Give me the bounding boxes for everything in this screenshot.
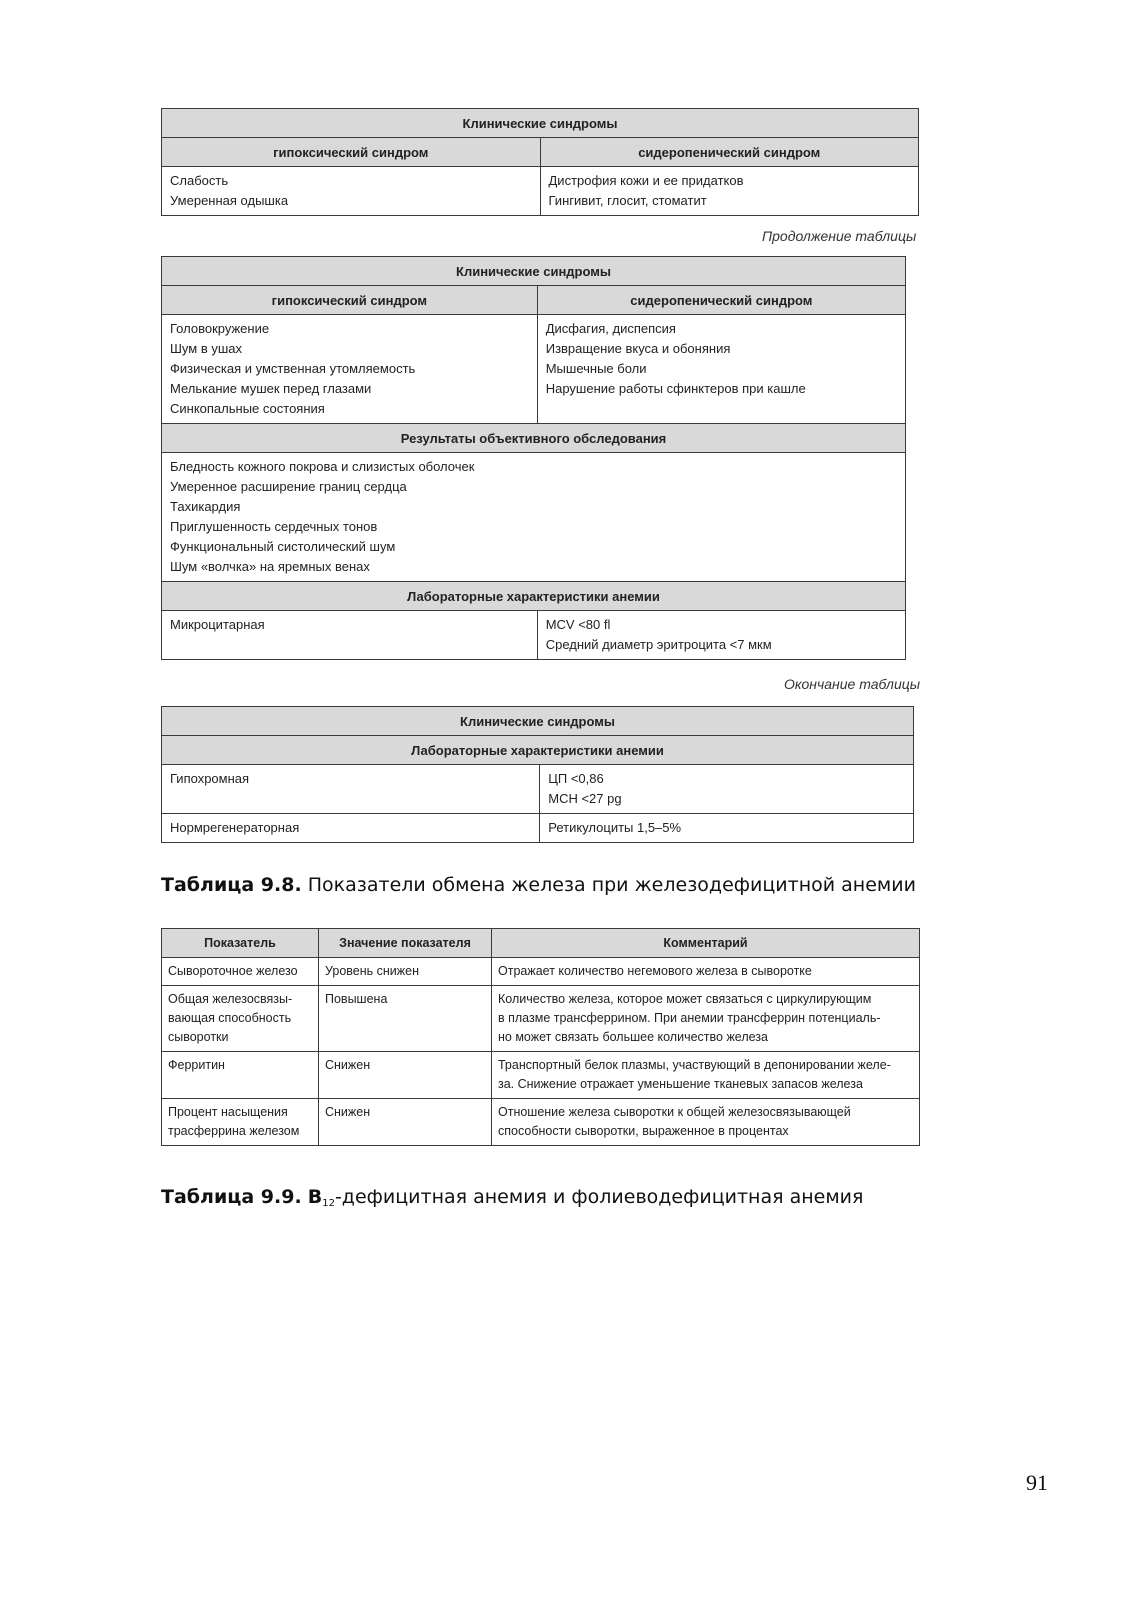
table-row <box>162 986 920 1052</box>
exam-line: Шум «волчка» на яремных венах <box>170 559 370 574</box>
symptom-line: Головокружение <box>170 321 270 336</box>
table-title: Клинические синдромы <box>162 707 914 736</box>
column-header-indicator: Показатель <box>162 929 319 958</box>
column-header-sideropenic: сидеропенический синдром <box>537 286 905 315</box>
comment-line: Количество железа, которое может связаться с циркулирующим <box>498 992 872 1006</box>
column-header-hypoxic: гипоксический синдром <box>162 286 538 315</box>
caption-text: Показатели обмена железа при железодефицитной анемии <box>307 874 916 896</box>
indicator-cell <box>162 1052 319 1099</box>
anemia-type: Нормрегенераторная <box>170 820 300 835</box>
exam-results-cell <box>162 453 906 582</box>
table-row <box>162 1052 920 1099</box>
page-number: 91 <box>1026 1470 1048 1495</box>
lab-value: MCH <27 pg <box>548 791 622 806</box>
hypoxic-symptoms-cell <box>162 315 538 424</box>
clinical-syndromes-table-part1 <box>161 108 919 216</box>
lab-value: Ретикулоциты 1,5–5% <box>548 820 682 835</box>
anemia-type: Микроцитарная <box>170 617 265 632</box>
symptom-line: Умеренная одышка <box>170 193 289 208</box>
sideropenic-symptoms-cell <box>537 315 905 424</box>
column-header-value: Значение показателя <box>319 929 492 958</box>
indicator-line: Ферритин <box>168 1058 225 1072</box>
indicator-line: Общая железосвязы- <box>168 992 293 1006</box>
table-row <box>162 1099 920 1146</box>
table-row <box>162 958 920 986</box>
lab-value: ЦП <0,86 <box>548 771 604 786</box>
hypoxic-symptoms-cell <box>162 167 541 216</box>
indicator-line: сыворотки <box>168 1030 229 1044</box>
vitamin-b-letter: В <box>307 1186 323 1208</box>
exam-line: Умеренное расширение границ сердца <box>170 479 407 494</box>
anemia-type: Гипохромная <box>170 771 250 786</box>
lab-value: MCV <80 fl <box>545 617 611 632</box>
symptom-line: Слабость <box>170 173 229 188</box>
comment-cell <box>492 1099 920 1146</box>
continuation-label: Продолжение таблицы <box>762 228 917 244</box>
symptom-line: Синкопальные состояния <box>170 401 325 416</box>
value-cell: Снижен <box>319 1099 492 1146</box>
iron-metabolism-table <box>161 928 920 1146</box>
exam-line: Приглушенность сердечных тонов <box>170 519 378 534</box>
lab-characteristics-header: Лабораторные характеристики анемии <box>162 582 906 611</box>
symptom-line: Мышечные боли <box>545 361 647 376</box>
caption-label: Таблица 9.9. <box>161 1186 302 1208</box>
indicator-line: Сывороточное железо <box>168 964 298 978</box>
indicator-line: вающая способность <box>168 1011 292 1025</box>
comment-cell <box>492 958 920 986</box>
clinical-syndromes-table-part2 <box>161 256 906 660</box>
column-header-hypoxic: гипоксический синдром <box>162 138 541 167</box>
indicator-cell <box>162 986 319 1052</box>
comment-line: но может связать большее количество железа <box>498 1030 768 1044</box>
symptom-line: Физическая и умственная утомляемость <box>170 361 416 376</box>
caption-label: Таблица 9.8. <box>161 874 302 896</box>
exam-line: Функциональный систолический шум <box>170 539 396 554</box>
value-cell: Снижен <box>319 1052 492 1099</box>
anemia-values-cell <box>540 765 914 814</box>
clinical-syndromes-table-part3 <box>161 706 914 843</box>
symptom-line: Извращение вкуса и обоняния <box>545 341 731 356</box>
exam-results-header: Результаты объективного обследования <box>162 424 906 453</box>
indicator-cell <box>162 1099 319 1146</box>
lab-value: Средний диаметр эритроцита <7 мкм <box>545 637 772 652</box>
column-header-sideropenic: сидеропенический синдром <box>540 138 919 167</box>
table-9-9-caption <box>161 1186 863 1209</box>
value-cell: Повышена <box>319 986 492 1052</box>
exam-line: Бледность кожного покрова и слизистых оболочек <box>170 459 475 474</box>
symptom-line: Нарушение работы сфинктеров при кашле <box>545 381 806 396</box>
comment-line: Отношение железа сыворотки к общей железосвязывающей <box>498 1105 851 1119</box>
comment-line: Транспортный белок плазмы, участвующий в депонировании желе- <box>498 1058 891 1072</box>
column-header-comment: Комментарий <box>492 929 920 958</box>
comment-line: способности сыворотки, выраженное в процентах <box>498 1124 789 1138</box>
anemia-values-cell <box>537 611 905 660</box>
comment-line: в плазме трансферрином. При анемии трансферрин потенциаль- <box>498 1011 881 1025</box>
indicator-line: Процент насыщения <box>168 1105 288 1119</box>
table-title: Клинические синдромы <box>162 109 919 138</box>
sideropenic-symptoms-cell <box>540 167 919 216</box>
anemia-type-cell <box>162 765 540 814</box>
symptom-line: Дистрофия кожи и ее придатков <box>548 173 744 188</box>
comment-line: Отражает количество негемового железа в сыворотке <box>498 964 812 978</box>
indicator-line: трасферрина железом <box>168 1124 300 1138</box>
lab-characteristics-header: Лабораторные характеристики анемии <box>162 736 914 765</box>
exam-line: Тахикардия <box>170 499 241 514</box>
anemia-type-cell <box>162 611 538 660</box>
anemia-type-cell <box>162 814 540 843</box>
table-9-8-caption <box>161 874 916 896</box>
symptom-line: Дисфагия, диспепсия <box>545 321 676 336</box>
symptom-line: Гингивит, глосит, стоматит <box>548 193 707 208</box>
indicator-cell <box>162 958 319 986</box>
anemia-values-cell <box>540 814 914 843</box>
end-of-table-label: Окончание таблицы <box>784 676 921 692</box>
symptom-line: Мелькание мушек перед глазами <box>170 381 372 396</box>
caption-text: -дефицитная анемия и фолиеводефицитная анемия <box>334 1186 864 1208</box>
symptom-line: Шум в ушах <box>170 341 242 356</box>
table-title: Клинические синдромы <box>162 257 906 286</box>
comment-line: за. Снижение отражает уменьшение тканевых запасов железа <box>498 1077 863 1091</box>
value-cell: Уровень снижен <box>319 958 492 986</box>
comment-cell <box>492 1052 920 1099</box>
comment-cell <box>492 986 920 1052</box>
vitamin-b-subscript: 12 <box>322 1198 335 1209</box>
